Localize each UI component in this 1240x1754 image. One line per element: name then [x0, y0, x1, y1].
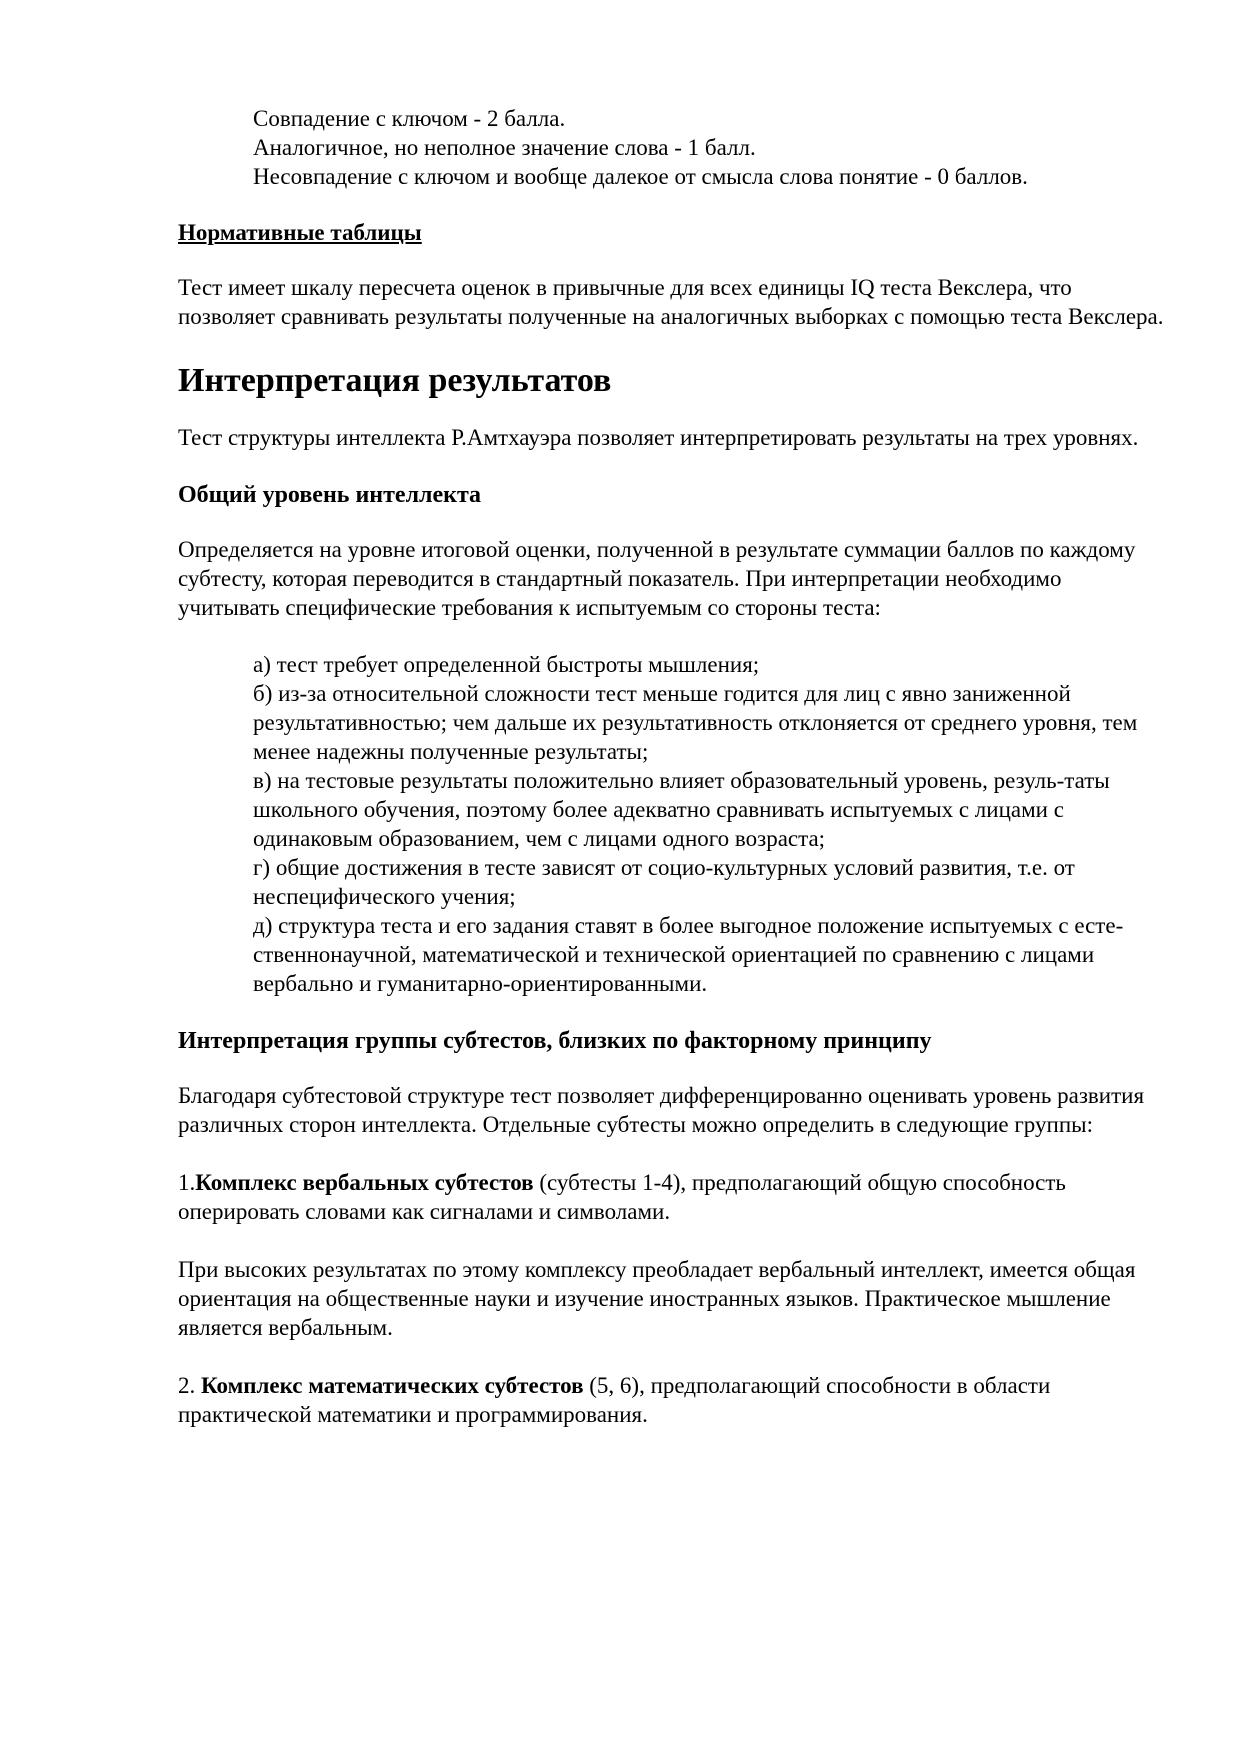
requirement-item: д) структура теста и его задания ставят в более выгодное положение испытуемых с есте-ственнонаучной, математической и технической ориентацией по сравнению с лицами вербально и гуманитарно-ориентированными.: [253, 913, 1124, 996]
math-complex-description: (5, 6), предполагающий способности в области практической математики и программирования.: [178, 1373, 1051, 1427]
math-complex-paragraph: [178, 1371, 1168, 1429]
scoring-line-1: Аналогичное, но неполное значение слова - 1 балл.: [253, 135, 756, 160]
verbal-complex-paragraph: [178, 1168, 1168, 1226]
scoring-line-2: Совпадение с ключом - 2 балла.: [253, 106, 566, 131]
subtest-groups-paragraph: Благодаря субтестовой структуре тест позволяет дифференцированно оценивать уровень развития различных сторон интеллекта. Отдельные субтесты можно определить в следующие группы:: [178, 1083, 1145, 1137]
math-complex-number: 2.: [178, 1373, 201, 1398]
verbal-complex-number: 1.: [178, 1170, 196, 1195]
requirement-item: г) общие достижения в тесте зависят от социо-культурных условий развития, т.е. от неспецифического учения;: [253, 855, 1075, 909]
norm-paragraph: Тест имеет шкалу пересчета оценок в привычные для всех единицы IQ теста Векслера, что позволяет сравнивать результаты полученные на аналогичных выборках с помощью теста Векслера.: [178, 275, 1164, 329]
verbal-high-paragraph: При высоких результатах по этому комплексу преобладает вербальный интеллект, имеется общая ориентация на общественные науки и изучение иностранных языков. Практическое мышление является вербальным.: [178, 1257, 1136, 1340]
requirements-list: [178, 650, 1168, 998]
scoring-list: [178, 104, 1168, 191]
norm-heading: Нормативные таблицы: [178, 220, 422, 245]
scoring-line-0: Несовпадение с ключом и вообще далекое от смысла слова понятие - 0 баллов.: [253, 164, 1028, 189]
subtest-groups-heading: Интерпретация группы субтестов, близких по факторному принципу: [178, 1028, 932, 1054]
requirement-item: а) тест требует определенной быстроты мышления;: [253, 652, 760, 677]
verbal-complex-description: (субтесты 1-4), предполагающий общую способность оперировать словами как сигналами и символами.: [178, 1170, 1066, 1224]
general-level-paragraph: Определяется на уровне итоговой оценки, полученной в результате суммации баллов по каждому субтесту, которая переводится в стандартный показатель. При интерпретации необходимо учитывать специфические требования к испытуемым со стороны теста:: [178, 537, 1136, 620]
verbal-complex-title: Комплекс вербальных субтестов: [195, 1170, 534, 1195]
math-complex-title: Комплекс математических субтестов: [201, 1373, 584, 1398]
interpretation-heading: Интерпретация результатов: [178, 362, 612, 399]
document-page: [178, 104, 1168, 1429]
requirement-item: б) из-за относительной сложности тест меньше годится для лиц с явно заниженной результативностью; чем дальше их результативность отклоняется от среднего уровня, тем менее надежны полученные результаты;: [253, 681, 1138, 764]
requirement-item: в) на тестовые результаты положительно влияет образовательный уровень, резуль-таты школьного обучения, поэтому более адекватно сравнивать испытуемых с лицами с одинаковым образованием, чем с лицами одного возраста;: [253, 768, 1110, 851]
interpretation-paragraph: Тест структуры интеллекта Р.Амтхауэра позволяет интерпретировать результаты на трех уровнях.: [178, 425, 1139, 450]
general-level-heading: Общий уровень интеллекта: [178, 482, 482, 508]
